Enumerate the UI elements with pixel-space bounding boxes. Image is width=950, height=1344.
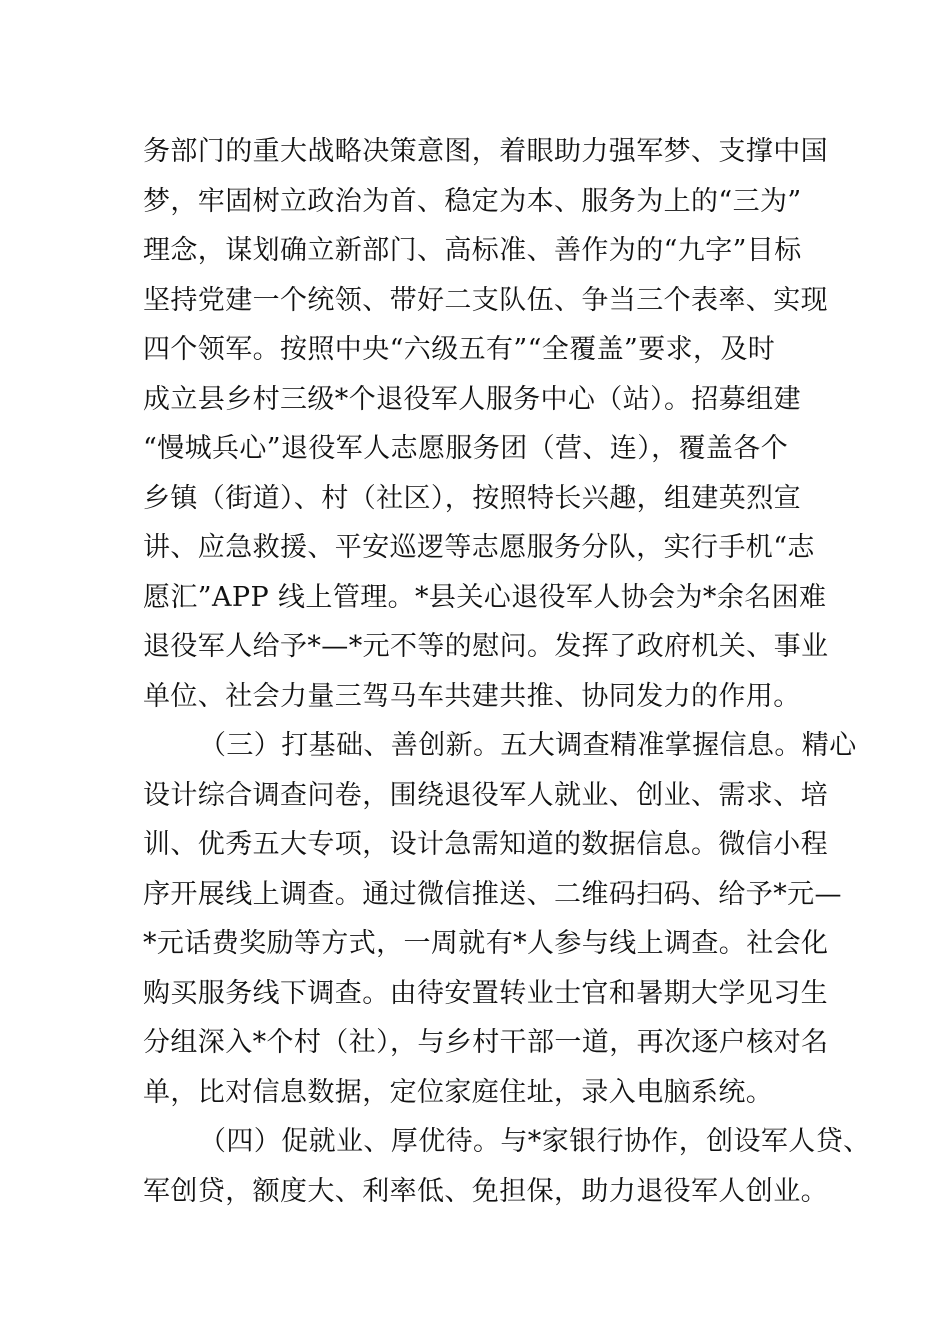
text-line: “慢城兵心”退役军人志愿服务团（营、连），覆盖各个: [143, 433, 789, 464]
text-line: 讲、应急救援、平安巡逻等志愿服务分队，实行手机“志: [143, 532, 815, 563]
text-line: 退役军人给予*—*元不等的慰问。发挥了政府机关、事业: [143, 631, 829, 662]
text-line: 购买服务线下调查。由待安置转业士官和暑期大学见习生: [143, 977, 828, 1009]
paragraph-3-first-line: （三）打基础、善创新。五大调查精准掌握信息。精心: [199, 730, 857, 761]
text-line: 序开展线上调查。通过微信推送、二维码扫码、给予*元—: [143, 878, 842, 910]
text-line: 坚持党建一个统领、带好二支队伍、争当三个表率、实现: [143, 284, 828, 316]
text-line: 愿汇”APP 线上管理。*县关心退役军人协会为*余名困难: [143, 581, 827, 613]
text-line: 军创贷，额度大、利率低、免担保，助力退役军人创业。: [143, 1175, 828, 1207]
text-line: 务部门的重大战略决策意图，着眼助力强军梦、支撑中国: [143, 136, 828, 167]
text-line: 分组深入*个村（社），与乡村干部一道，再次逐户核对名: [143, 1027, 829, 1058]
text-line: 乡镇（街道）、村（社区），按照特长兴趣，组建英烈宣: [143, 482, 801, 514]
text-line: 梦，牢固树立政治为首、稳定为本、服务为上的“三为”: [143, 185, 802, 217]
text-line: 理念，谋划确立新部门、高标准、善作为的“九字”目标: [143, 235, 802, 266]
text-line: 设计综合调查问卷，围绕退役军人就业、创业、需求、培: [143, 779, 828, 811]
text-line: 单，比对信息数据，定位家庭住址，录入电脑系统。: [143, 1076, 774, 1108]
text-line: 单位、社会力量三驾马车共建共推、协同发力的作用。: [143, 680, 801, 712]
text-line: 成立县乡村三级*个退役军人服务中心（站）。招募组建: [143, 383, 801, 415]
text-line: 四个领军。按照中央“六级五有”“全覆盖”要求，及时: [143, 334, 776, 365]
text-line: *元话费奖励等方式，一周就有*人参与线上调查。社会化: [143, 928, 829, 959]
text-line: 训、优秀五大专项，设计急需知道的数据信息。微信小程: [143, 829, 828, 860]
paragraph-4-first-line: （四）促就业、厚优待。与*家银行协作，创设军人贷、: [199, 1126, 871, 1157]
body-text: [143, 127, 871, 1216]
